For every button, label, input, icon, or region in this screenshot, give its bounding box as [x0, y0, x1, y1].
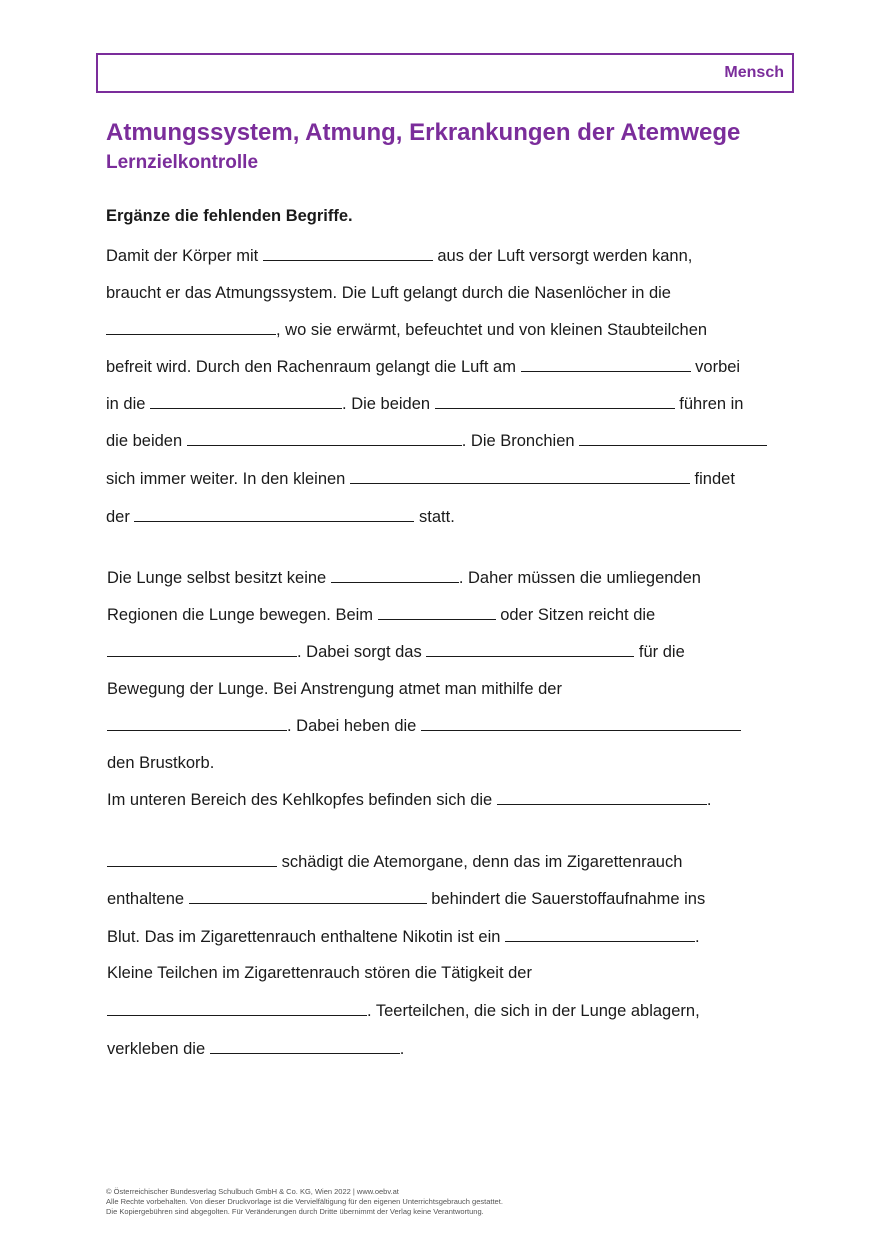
p1-line-1: Damit der Körper mit aus der Luft versorgt werden kann,	[106, 247, 693, 265]
p3-line-4: Kleine Teilchen im Zigarettenrauch stören die Tätigkeit der	[107, 964, 532, 982]
p1-line-4: befreit wird. Durch den Rachenraum gelangt die Luft am vorbei	[106, 358, 741, 376]
blank-field[interactable]	[521, 356, 691, 372]
blank-field[interactable]	[350, 468, 690, 484]
blank-field[interactable]	[107, 851, 277, 867]
blank-field[interactable]	[331, 567, 459, 583]
p3-line-3: Blut. Das im Zigarettenrauch enthaltene Nikotin ist ein .	[107, 928, 700, 946]
page-title: Atmungssystem, Atmung, Erkrankungen der Atemwege	[106, 119, 741, 146]
blank-field[interactable]	[263, 245, 433, 261]
footer-line-1: © Österreichischer Bundesverlag Schulbuch GmbH & Co. KG, Wien 2022 | www.oebv.at	[106, 1187, 399, 1196]
p3-line-1: schädigt die Atemorgane, denn das im Zigarettenrauch	[107, 851, 682, 873]
blank-field[interactable]	[150, 393, 342, 409]
p3-line-5: . Teerteilchen, die sich in der Lunge ablagern,	[107, 1000, 700, 1022]
blank-field[interactable]	[107, 1000, 367, 1016]
p2-line-1: Die Lunge selbst besitzt keine . Daher müssen die umliegenden	[107, 569, 701, 587]
header-box	[96, 53, 794, 93]
p2-line-2: Regionen die Lunge bewegen. Beim oder Sitzen reicht die	[107, 606, 656, 624]
blank-field[interactable]	[435, 393, 675, 409]
blank-field[interactable]	[497, 789, 707, 805]
copyright-footer	[106, 1187, 503, 1217]
p2-line-6: den Brustkorb.	[107, 754, 215, 772]
blank-field[interactable]	[189, 888, 427, 904]
blank-field[interactable]	[210, 1038, 400, 1054]
blank-field[interactable]	[106, 319, 276, 335]
p2-line-4: Bewegung der Lunge. Bei Anstrengung atmet man mithilfe der	[107, 680, 562, 698]
footer-line-3: Die Kopiergebühren sind abgegolten. Für Veränderungen durch Dritte übernimmt der Verlag keine Verantwortung.	[106, 1207, 484, 1216]
p1-line-7: sich immer weiter. In den kleinen findet	[106, 470, 735, 488]
blank-field[interactable]	[107, 641, 297, 657]
blank-field[interactable]	[505, 926, 695, 942]
p2-line-3: . Dabei sorgt das für die	[107, 641, 685, 663]
blank-field[interactable]	[378, 604, 496, 620]
blank-field[interactable]	[426, 641, 634, 657]
blank-field[interactable]	[134, 506, 414, 522]
p1-line-6: die beiden . Die Bronchien	[106, 430, 767, 452]
p3-line-6: verkleben die .	[107, 1040, 405, 1058]
subject-label: Mensch	[724, 64, 784, 81]
blank-field[interactable]	[579, 430, 767, 446]
p3-line-2: enthaltene behindert die Sauerstoffaufnahme ins	[107, 890, 706, 908]
blank-field[interactable]	[107, 715, 287, 731]
blank-field[interactable]	[187, 430, 462, 446]
p1-line-8: der statt.	[106, 508, 455, 526]
blank-field[interactable]	[421, 715, 741, 731]
p2-line-7: Im unteren Bereich des Kehlkopfes befinden sich die .	[107, 791, 712, 809]
page-subtitle: Lernzielkontrolle	[106, 152, 259, 173]
p1-line-3: , wo sie erwärmt, befeuchtet und von kleinen Staubteilchen	[106, 319, 707, 341]
p2-line-5: . Dabei heben die	[107, 715, 741, 737]
p1-line-5: in die . Die beiden führen in	[106, 395, 744, 413]
p1-line-2: braucht er das Atmungssystem. Die Luft gelangt durch die Nasenlöcher in die	[106, 284, 671, 302]
footer-line-2: Alle Rechte vorbehalten. Von dieser Druckvorlage ist die Vervielfältigung für den eigenen Unterrichtsgebrauch gestattet.	[106, 1197, 503, 1206]
instruction: Ergänze die fehlenden Begriffe.	[106, 207, 353, 225]
